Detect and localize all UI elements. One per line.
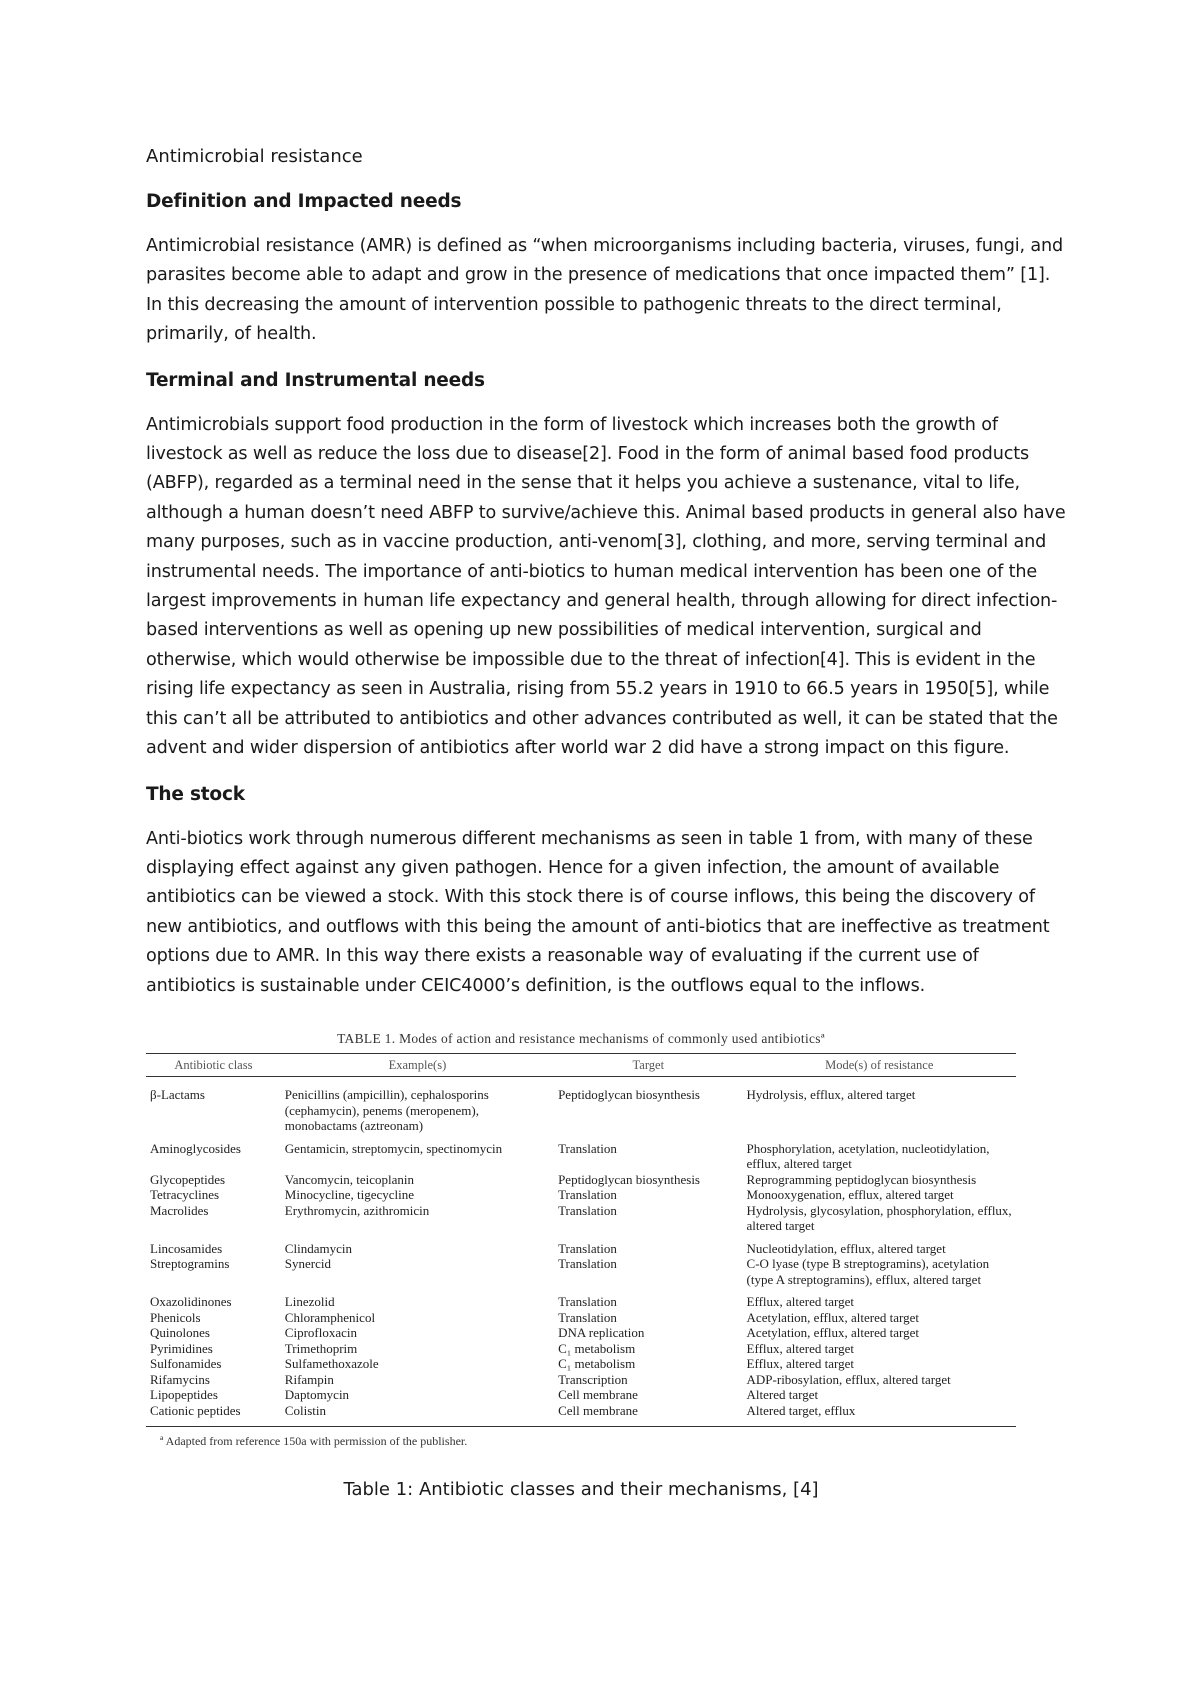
cell-resistance: Altered target, efflux: [743, 1403, 1016, 1427]
cell-examples: Clindamycin: [284, 1240, 352, 1256]
cell-target: C₁ metabolism: [558, 1340, 636, 1356]
table-row: [146, 1134, 1016, 1172]
table-row: [146, 1203, 1016, 1234]
cell-class: Quinolones: [150, 1325, 210, 1341]
cell-examples: Vancomycin, teicoplanin: [284, 1171, 415, 1187]
cell-examples: Ciprofloxacin: [284, 1325, 358, 1341]
table-title: TABLE 1. Modes of action and resistance mechanisms of commonly used antibioticsª: [337, 1030, 825, 1046]
cell-resistance: Efflux, altered target: [746, 1340, 854, 1356]
cell-resistance: Monooxygenation, efflux, altered target: [746, 1187, 954, 1203]
table-row: [146, 1187, 1016, 1203]
cell-examples: Synercid: [284, 1256, 332, 1272]
section-paragraph-stock: Anti-biotics work through numerous different mechanisms as seen in table 1 from, with many of these displaying effect against any given pathogen. Hence for a given infection, the amount of available antibiotics can be viewed a stock. With this stock there is of course inflows, this being the discovery of new antibiotics, and outflows with this being the amount of anti-biotics that are ineffective as treatment options due to AMR. In this way there exists a reasonable way of evaluating if the current use of antibiotics is sustainable under CEIC4000’s definition, is the outflows equal to the inflows.: [146, 828, 1050, 996]
document-title: Antimicrobial resistance: [146, 146, 363, 167]
cell-target: Translation: [558, 1140, 617, 1156]
table-row: [146, 1256, 1016, 1287]
cell-resistance: Reprogramming peptidoglycan biosynthesis: [746, 1171, 977, 1187]
cell-target: Translation: [558, 1187, 617, 1203]
cell-class: Lipopeptides: [150, 1387, 218, 1403]
section-heading-needs: Terminal and Instrumental needs: [146, 369, 485, 391]
section-paragraph-needs: Antimicrobials support food production in the form of livestock which increases both the growth of livestock as well as reduce the loss due to disease[2]. Food in the form of animal based food products (ABFP), regarded as a terminal need in the sense that it helps you achieve a sustenance, vital to life, although a human doesn’t need ABFP to survive/achieve this. Animal based products in general also have many purposes, such as in vaccine production, anti-venom[3], clothing, and more, serving terminal and instrumental needs. The importance of anti-biotics to human medical intervention has been one of the largest improvements in human life expectancy and general health, through allowing for direct infection-based interventions as well as opening up new possibilities of medical intervention, surgical and otherwise, which would otherwise be impossible due to the threat of infection[4]. This is evident in the rising life expectancy as seen in Australia, rising from 55.2 years in 1910 to 66.5 years in 1950[5], while this can’t all be attributed to antibiotics and other advances contributed as well, it can be stated that the advent and wider dispersion of antibiotics after world war 2 did have a strong impact on this figure.: [146, 414, 1066, 759]
column-header-target: Target: [554, 1053, 742, 1077]
table-row: [146, 1310, 1016, 1326]
cell-examples: Penicillins (ampicillin), cephalosporins (cephamycin), penems (meropenem), monobactams (aztreonam): [284, 1087, 489, 1134]
cell-class: Streptogramins: [150, 1256, 230, 1272]
cell-examples: Sulfamethoxazole: [284, 1356, 379, 1372]
cell-resistance: Hydrolysis, glycosylation, phosphorylation, efflux, altered target: [746, 1202, 1012, 1234]
cell-target: Cell membrane: [554, 1403, 742, 1427]
section-heading-definition: Definition and Impacted needs: [146, 191, 462, 212]
cell-class: Sulfonamides: [150, 1356, 222, 1372]
cell-examples: Colistin: [281, 1403, 554, 1427]
table-row: [146, 1372, 1016, 1388]
cell-resistance: Efflux, altered target: [746, 1356, 854, 1372]
section-heading-stock: The stock: [146, 783, 245, 805]
cell-class: Aminoglycosides: [150, 1140, 241, 1156]
cell-class: Lincosamides: [150, 1240, 223, 1256]
cell-examples: Gentamicin, streptomycin, spectinomycin: [284, 1140, 503, 1156]
cell-examples: Rifampin: [284, 1371, 334, 1387]
cell-class: Pyrimidines: [150, 1340, 213, 1356]
cell-target: Cell membrane: [558, 1387, 638, 1403]
cell-examples: Trimethoprim: [284, 1340, 358, 1356]
cell-resistance: ADP-ribosylation, efflux, altered target: [746, 1371, 951, 1387]
table-row: [146, 1287, 1016, 1310]
table-figure: [146, 1031, 1066, 1501]
table-header-row: [146, 1053, 1016, 1077]
table-row: [146, 1325, 1016, 1341]
antibiotic-table: [146, 1053, 1016, 1428]
cell-examples: Daptomycin: [284, 1387, 350, 1403]
cell-resistance: Acetylation, efflux, altered target: [746, 1325, 919, 1341]
cell-target: Translation: [558, 1202, 617, 1218]
cell-resistance: Phosphorylation, acetylation, nucleotidylation, efflux, altered target: [746, 1140, 990, 1172]
cell-target: Translation: [558, 1256, 617, 1272]
cell-examples: Linezolid: [284, 1294, 335, 1310]
table-row: [146, 1234, 1016, 1257]
table-row: [146, 1172, 1016, 1188]
cell-examples: Erythromycin, azithromicin: [284, 1202, 430, 1218]
cell-resistance: Acetylation, efflux, altered target: [746, 1309, 919, 1325]
cell-target: Transcription: [558, 1371, 628, 1387]
table-row: [146, 1387, 1016, 1403]
cell-target: Peptidoglycan biosynthesis: [558, 1087, 700, 1103]
cell-class: Rifamycins: [150, 1371, 210, 1387]
column-header-resistance: Mode(s) of resistance: [743, 1053, 1016, 1077]
cell-target: Translation: [558, 1294, 617, 1310]
cell-class: Glycopeptides: [150, 1171, 226, 1187]
table-row: [146, 1403, 1016, 1427]
cell-target: C₁ metabolism: [558, 1356, 636, 1372]
cell-class: Tetracyclines: [150, 1187, 220, 1203]
cell-examples: Minocycline, tigecycline: [284, 1187, 415, 1203]
table-row: [146, 1356, 1016, 1372]
cell-class: β-Lactams: [150, 1087, 205, 1103]
column-header-class: Antibiotic class: [146, 1053, 281, 1077]
cell-class: Phenicols: [150, 1309, 201, 1325]
document-page: [146, 146, 1066, 1500]
table-row: [146, 1077, 1016, 1134]
table-caption: Table 1: Antibiotic classes and their mechanisms, [4]: [343, 1479, 819, 1501]
cell-target: Translation: [558, 1240, 617, 1256]
cell-target: Translation: [558, 1309, 617, 1325]
cell-class: Cationic peptides: [146, 1403, 281, 1427]
cell-resistance: Nucleotidylation, efflux, altered target: [746, 1240, 946, 1256]
cell-resistance: C-O lyase (type B streptogramins), acetylation (type A streptogramins), efflux, altered target: [746, 1256, 990, 1287]
cell-resistance: Efflux, altered target: [746, 1294, 854, 1310]
cell-class: Oxazolidinones: [150, 1294, 232, 1310]
cell-target: DNA replication: [558, 1325, 645, 1341]
cell-examples: Chloramphenicol: [284, 1309, 376, 1325]
table-image: [146, 1031, 1016, 1450]
column-header-examples: Example(s): [281, 1053, 554, 1077]
cell-resistance: Altered target: [746, 1387, 819, 1403]
cell-class: Macrolides: [150, 1202, 209, 1218]
table-row: [146, 1341, 1016, 1357]
cell-target: Peptidoglycan biosynthesis: [558, 1171, 700, 1187]
table-footnote: ª Adapted from reference 150a with permission of the publisher.: [160, 1434, 468, 1449]
section-paragraph-definition: Antimicrobial resistance (AMR) is defined as “when microorganisms including bacteria, viruses, fungi, and parasites become able to adapt and grow in the presence of medications that once impacted them” [1]. In this decreasing the amount of intervention possible to pathogenic threats to the direct terminal, primarily, of health.: [146, 236, 1064, 345]
cell-resistance: Hydrolysis, efflux, altered target: [746, 1087, 916, 1103]
